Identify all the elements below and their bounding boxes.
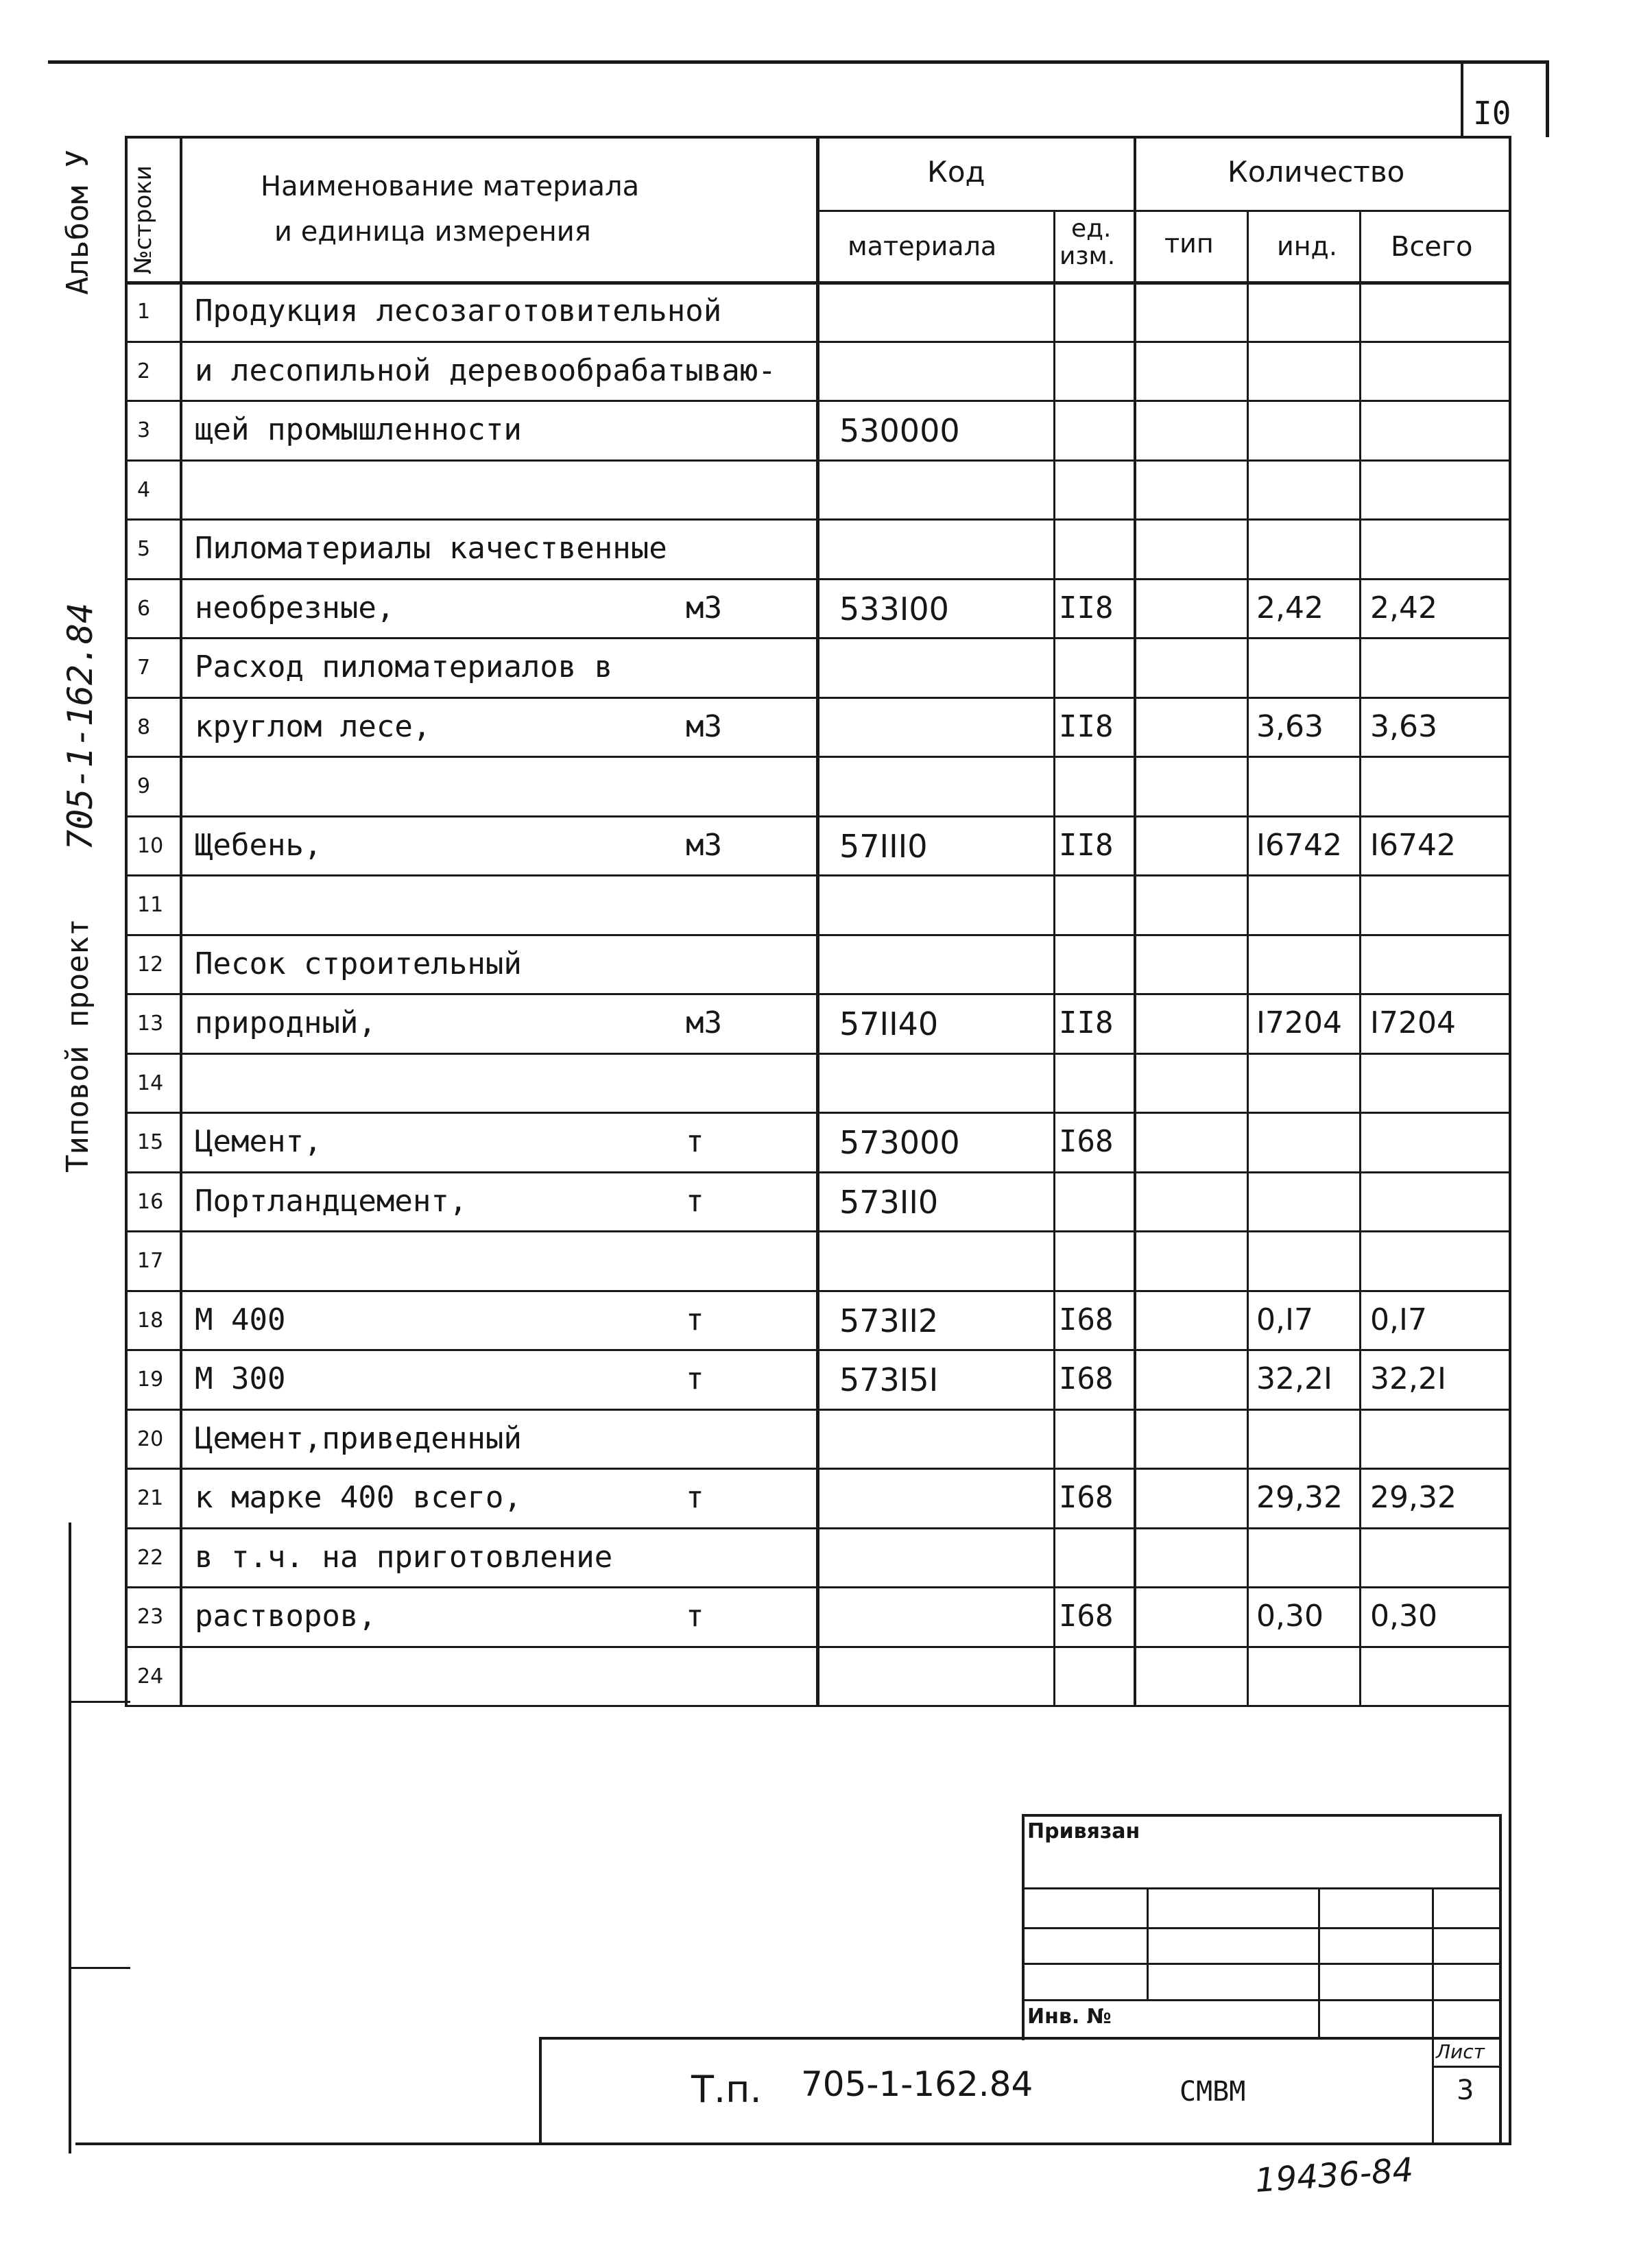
row-material-code: 57III0 bbox=[839, 828, 928, 865]
row-material-name: и лесопильной деревообрабатываю- bbox=[195, 353, 776, 388]
stamp-main-left bbox=[539, 2037, 542, 2145]
stamp-sheet-number: 3 bbox=[1457, 2075, 1474, 2106]
row-unit: т bbox=[686, 1302, 704, 1337]
row-unit-code: II8 bbox=[1059, 590, 1114, 625]
stamp-col-line-1 bbox=[1147, 1887, 1149, 1999]
grid-hline-row bbox=[125, 341, 1509, 343]
row-unit-code: I68 bbox=[1059, 1599, 1114, 1634]
row-material-code: 533I00 bbox=[839, 590, 949, 628]
row-unit: т bbox=[686, 1184, 704, 1219]
grid-hline-row bbox=[125, 756, 1509, 758]
header-qty-ind: инд. bbox=[1277, 231, 1337, 261]
row-material-name: щей промышленности bbox=[195, 412, 522, 447]
row-qty-ind: 32,2I bbox=[1256, 1361, 1332, 1396]
row-number: 12 bbox=[137, 953, 164, 977]
row-unit-code: I68 bbox=[1059, 1480, 1114, 1515]
header-code-material: материала bbox=[848, 231, 997, 261]
row-qty-ind: 0,30 bbox=[1256, 1599, 1324, 1634]
row-qty-ind: 29,32 bbox=[1256, 1480, 1343, 1515]
row-qty-total: 29,32 bbox=[1370, 1480, 1457, 1515]
row-material-code: 573000 bbox=[839, 1124, 960, 1161]
row-material-name: к марке 400 всего, bbox=[195, 1480, 522, 1515]
project-code-handwritten: 705-1-162.84 bbox=[60, 602, 100, 850]
row-unit-code: II8 bbox=[1059, 709, 1114, 744]
header-qty-type: тип bbox=[1164, 228, 1214, 259]
left-strip-cross-2 bbox=[69, 1967, 130, 1969]
row-material-name: М 400 bbox=[195, 1302, 286, 1337]
grid-vline-ind bbox=[1247, 210, 1249, 1705]
grid-hline-row bbox=[125, 1586, 1509, 1588]
row-number: 7 bbox=[137, 656, 151, 680]
frame-bottom-line bbox=[75, 2142, 1509, 2145]
stamp-row-line-2 bbox=[1022, 1927, 1502, 1929]
row-material-code: 573II0 bbox=[839, 1184, 939, 1221]
grid-hline-row bbox=[125, 993, 1509, 995]
stamp-col-line-3 bbox=[1432, 1887, 1434, 2038]
inventory-handwritten: 19436-84 bbox=[1254, 2151, 1415, 2200]
grid-hline-row bbox=[125, 1527, 1509, 1529]
row-material-name: Щебень, bbox=[195, 828, 322, 863]
grid-hline-row bbox=[125, 459, 1509, 462]
stamp-row-line-3 bbox=[1022, 1963, 1502, 1965]
row-number: 13 bbox=[137, 1012, 164, 1036]
row-qty-ind: I7204 bbox=[1256, 1005, 1342, 1040]
row-number: 10 bbox=[137, 834, 164, 858]
stamp-sheet-label: Лист bbox=[1436, 2040, 1485, 2063]
stamp-linked-right bbox=[1499, 1814, 1502, 2143]
grid-hline-row bbox=[125, 934, 1509, 936]
row-material-code: 530000 bbox=[839, 412, 960, 449]
header-code-group: Код bbox=[927, 155, 985, 189]
row-material-name: необрезные, bbox=[195, 590, 395, 625]
grid-hline-row bbox=[125, 1112, 1509, 1114]
stamp-col-line-2 bbox=[1318, 1887, 1320, 2038]
stamp-inv-label: Инв. № bbox=[1027, 2005, 1112, 2029]
stamp-designation-code: 705-1-162.84 bbox=[801, 2064, 1033, 2104]
row-number: 5 bbox=[137, 537, 151, 561]
header-code-unit-line1: ед. bbox=[1071, 215, 1112, 243]
row-unit-code: II8 bbox=[1059, 828, 1114, 863]
page-number: I0 bbox=[1473, 95, 1511, 132]
grid-hline-row bbox=[125, 1171, 1509, 1173]
grid-hline-row bbox=[125, 400, 1509, 402]
row-qty-ind: 3,63 bbox=[1256, 709, 1324, 744]
row-material-name: Цемент,приведенный bbox=[195, 1421, 522, 1456]
stamp-designation-prefix: Т.п. bbox=[691, 2068, 762, 2111]
row-unit-code: I68 bbox=[1059, 1302, 1114, 1337]
row-unit: т bbox=[686, 1361, 704, 1396]
grid-hline-row bbox=[125, 1705, 1509, 1707]
grid-hline-row bbox=[125, 697, 1509, 699]
grid-hline-row bbox=[125, 1468, 1509, 1470]
row-number: 4 bbox=[137, 478, 151, 502]
row-number: 1 bbox=[137, 300, 151, 324]
row-material-name: Цемент, bbox=[195, 1124, 322, 1159]
row-unit: м3 bbox=[686, 590, 722, 625]
frame-right-line bbox=[1509, 136, 1511, 2145]
album-label: Альбом У bbox=[60, 150, 95, 295]
header-name-line1: Наименование материала bbox=[261, 171, 640, 202]
grid-hline-row bbox=[125, 1646, 1509, 1648]
project-label: Типовой проект bbox=[60, 918, 95, 1173]
row-unit-code: I68 bbox=[1059, 1361, 1114, 1396]
row-material-name: растворов, bbox=[195, 1599, 376, 1634]
row-material-name: Портландцемент, bbox=[195, 1184, 468, 1219]
grid-hline-row bbox=[125, 578, 1509, 580]
row-qty-total: 0,I7 bbox=[1370, 1302, 1427, 1337]
grid-hline-top bbox=[125, 136, 1509, 139]
grid-hline-row bbox=[125, 1053, 1509, 1055]
row-number: 20 bbox=[137, 1427, 164, 1451]
stamp-linked-top bbox=[1022, 1814, 1502, 1817]
stamp-linked-label: Привязан bbox=[1027, 1819, 1140, 1843]
row-number: 22 bbox=[137, 1546, 164, 1570]
row-number: 14 bbox=[137, 1071, 164, 1095]
row-number: 21 bbox=[137, 1486, 164, 1510]
row-material-name: Песок строительный bbox=[195, 946, 522, 981]
header-name-line2: и единица измерения bbox=[274, 216, 591, 248]
header-row-number: №строки bbox=[130, 165, 157, 274]
grid-vline-unit-code bbox=[1053, 210, 1055, 1705]
row-number: 24 bbox=[137, 1664, 164, 1688]
row-qty-total: 0,30 bbox=[1370, 1599, 1437, 1634]
page-number-box-right bbox=[1546, 60, 1549, 137]
row-number: 23 bbox=[137, 1605, 164, 1629]
grid-hline-row bbox=[125, 637, 1509, 639]
row-number: 3 bbox=[137, 418, 151, 442]
row-number: 19 bbox=[137, 1368, 164, 1392]
row-material-name: природный, bbox=[195, 1005, 376, 1040]
row-unit: м3 bbox=[686, 828, 722, 863]
header-qty-total: Всего bbox=[1391, 231, 1473, 263]
stamp-main-top bbox=[539, 2037, 1502, 2040]
row-material-name: Пиломатериалы качественные bbox=[195, 531, 667, 566]
page-number-box-left bbox=[1461, 60, 1463, 137]
row-qty-ind: 0,I7 bbox=[1256, 1302, 1313, 1337]
row-number: 9 bbox=[137, 774, 151, 798]
row-qty-total: 2,42 bbox=[1370, 590, 1437, 625]
row-material-code: 573I5I bbox=[839, 1361, 939, 1398]
grid-hline-header-mid bbox=[816, 210, 1509, 212]
row-number: 8 bbox=[137, 715, 151, 739]
grid-hline-row bbox=[125, 1349, 1509, 1351]
grid-hline-header-bottom bbox=[125, 281, 1509, 285]
row-unit: т bbox=[686, 1124, 704, 1159]
row-qty-ind: I6742 bbox=[1256, 828, 1342, 863]
row-unit: т bbox=[686, 1480, 704, 1515]
row-qty-total: 3,63 bbox=[1370, 709, 1437, 744]
row-number: 11 bbox=[137, 893, 164, 917]
row-number: 15 bbox=[137, 1130, 164, 1154]
row-qty-total: I7204 bbox=[1370, 1005, 1456, 1040]
left-strip-cross-1 bbox=[69, 1701, 130, 1703]
row-material-name: Продукция лесозаготовительной bbox=[195, 294, 722, 329]
grid-hline-row bbox=[125, 874, 1509, 876]
row-unit: м3 bbox=[686, 1005, 722, 1040]
row-qty-total: I6742 bbox=[1370, 828, 1456, 863]
header-qty-group: Количество bbox=[1228, 155, 1405, 189]
row-unit-code: I68 bbox=[1059, 1124, 1114, 1159]
stamp-sheet-mid bbox=[1432, 2066, 1502, 2068]
row-number: 18 bbox=[137, 1309, 164, 1333]
row-number: 6 bbox=[137, 597, 151, 621]
row-material-code: 573II2 bbox=[839, 1302, 939, 1339]
left-strip-line bbox=[69, 1523, 71, 2153]
row-qty-total: 32,2I bbox=[1370, 1361, 1446, 1396]
row-unit: т bbox=[686, 1599, 704, 1634]
row-material-name: в т.ч. на приготовление bbox=[195, 1540, 613, 1575]
row-qty-ind: 2,42 bbox=[1256, 590, 1324, 625]
row-material-name: М 300 bbox=[195, 1361, 286, 1396]
grid-hline-row bbox=[125, 1409, 1509, 1411]
grid-vline-total bbox=[1359, 210, 1361, 1705]
row-number: 16 bbox=[137, 1190, 164, 1214]
stamp-section: СМВМ bbox=[1180, 2076, 1246, 2108]
stamp-sheet-left bbox=[1432, 2037, 1434, 2145]
stamp-row-line-4 bbox=[1022, 1999, 1502, 2001]
grid-hline-row bbox=[125, 1230, 1509, 1232]
row-material-name: круглом лесе, bbox=[195, 709, 431, 744]
grid-hline-row bbox=[125, 518, 1509, 521]
frame-top-line bbox=[48, 60, 1548, 64]
row-unit: м3 bbox=[686, 709, 722, 744]
header-code-unit-line2: изм. bbox=[1060, 242, 1116, 270]
row-number: 2 bbox=[137, 359, 151, 383]
stamp-row-line-1 bbox=[1022, 1887, 1502, 1889]
grid-hline-row bbox=[125, 815, 1509, 817]
grid-hline-row bbox=[125, 1290, 1509, 1292]
row-number: 17 bbox=[137, 1249, 164, 1273]
row-material-name: Расход пиломатериалов в bbox=[195, 649, 613, 684]
row-material-code: 57II40 bbox=[839, 1005, 939, 1042]
row-unit-code: II8 bbox=[1059, 1005, 1114, 1040]
